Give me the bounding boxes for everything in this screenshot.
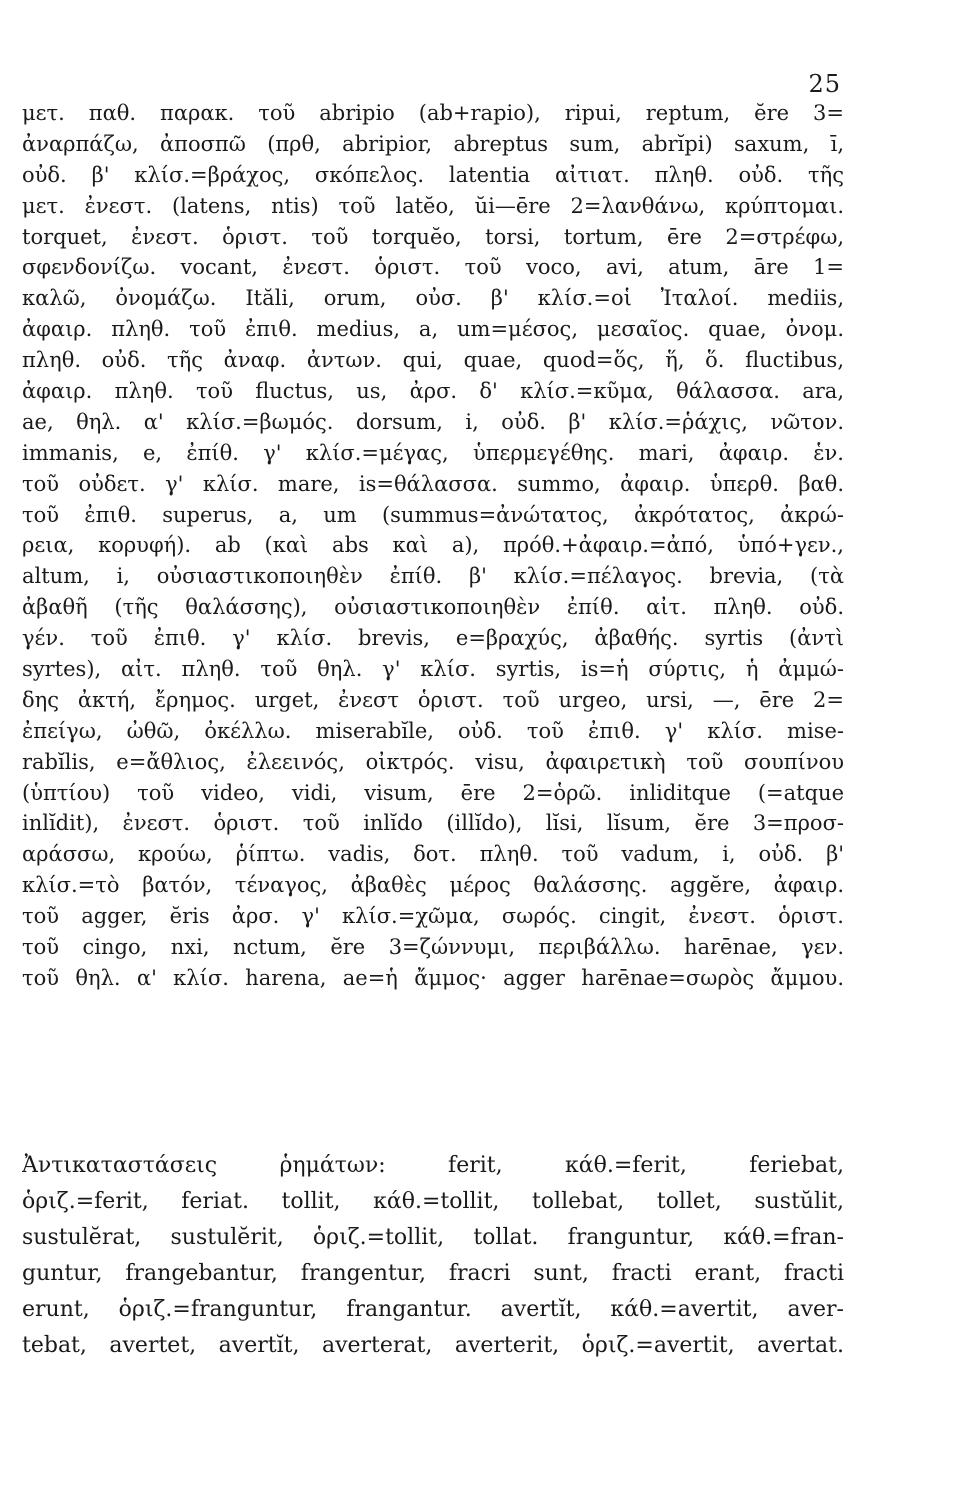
text-line: guntur, frangebantur, frangentur, fracri sunt, fracti erant, fracti (22, 1261, 844, 1286)
text-line: torquet, ἐνεστ. ὁριστ. τοῦ torquĕo, torsi, tortum, ēre 2=στρέφω, (22, 224, 844, 249)
text-line: δης ἀκτή, ἔρημος. urget, ἐνεστ ὁριστ. τοῦ urgeo, ursi, —, ēre 2= (22, 687, 844, 712)
text-line: ὁριζ.=ferit, feriat. tollit, κάθ.=tollit, tollebat, tollet, sustŭlit, (22, 1189, 844, 1214)
text-line: κλίσ.=τὸ βατόν, τέναγος, ἀβαθὲς μέρος θαλάσσης. aggĕre, ἀφαιρ. (22, 873, 844, 898)
text-line: οὐδ. β' κλίσ.=βράχος, σκόπελος. latentia αἰτιατ. πληθ. οὐδ. τῆς (22, 162, 844, 187)
text-line: ἐπείγω, ὠθῶ, ὀκέλλω. miserabĭle, οὐδ. τοῦ ἐπιθ. γ' κλίσ. mise- (22, 718, 844, 743)
text-line: μετ. παθ. παρακ. τοῦ abripio (ab+rapio), ripui, reptum, ĕre 3= (22, 101, 844, 125)
text-line: inlĭdit), ἐνεστ. ὁριστ. τοῦ inlĭdo (illĭdo), lĭsi, lĭsum, ĕre 3=προσ- (22, 811, 844, 836)
vocabulary-paragraph (22, 98, 844, 994)
text-line: altum, i, οὐσιαστικοποιηθὲν ἐπίθ. β' κλίσ.=πέλαγος. brevia, (τὰ (22, 564, 844, 589)
text-line: τοῦ ἐπιθ. superus, a, um (summus=ἀνώτατος, ἀκρότατος, ἀκρώ- (22, 502, 844, 527)
text-line: μετ. ἐνεστ. (latens, ntis) τοῦ latĕo, ŭi—ēre 2=λανθάνω, κρύπτομαι. (22, 193, 844, 218)
text-line: καλῶ, ὀνομάζω. Ităli, orum, οὐσ. β' κλίσ.=οἱ Ἰταλοί. mediis, (22, 286, 844, 311)
text-line: sustulĕrat, sustulĕrit, ὁριζ.=tollit, tollat. franguntur, κάθ.=fran- (22, 1225, 844, 1250)
text-line: τοῦ cingo, nxi, nctum, ĕre 3=ζώννυμι, περιβάλλω. harēnae, γεν. (22, 935, 844, 960)
text-line: ἀναρπάζω, ἀποσπῶ (πρθ, abripior, abreptus sum, abrĭpi) saxum, ī, (22, 131, 844, 156)
text-line: γέν. τοῦ ἐπιθ. γ' κλίσ. brevis, e=βραχύς, ἀβαθής. syrtis (ἀντὶ (22, 626, 844, 651)
text-line: τοῦ οὐδετ. γ' κλίσ. mare, is=θάλασσα. summo, ἀφαιρ. ὑπερθ. βαθ. (22, 471, 844, 496)
text-line: ἀβαθῆ (τῆς θαλάσσης), οὐσιαστικοποιηθὲν ἐπίθ. αἰτ. πληθ. οὐδ. (22, 595, 844, 620)
text-line: erunt, ὁριζ.=franguntur, frangantur. avertĭt, κάθ.=avertit, aver- (22, 1297, 844, 1322)
text-line: ρεια, κορυφή). ab (καὶ abs καὶ a), πρόθ.+ἀφαιρ.=ἀπό, ὑπό+γεν., (22, 533, 844, 558)
text-line: rabĭlis, e=ἄθλιος, ἐλεεινός, οἰκτρός. visu, ἀφαιρετικὴ τοῦ σουπίνου (22, 749, 844, 774)
text-line: αράσσω, κρούω, ῥίπτω. vadis, δοτ. πληθ. τοῦ vadum, i, οὐδ. β' (22, 842, 844, 867)
text-line: tebat, avertet, avertĭt, averterat, averterit, ὁριζ.=avertit, avertat. (22, 1333, 844, 1358)
text-line: τοῦ agger, ĕris ἀρσ. γ' κλίσ.=χῶμα, σωρός. cingit, ἐνεστ. ὁριστ. (22, 904, 844, 929)
text-line: immanis, e, ἐπίθ. γ' κλίσ.=μέγας, ὑπερμεγέθης. mari, ἀφαιρ. ἑν. (22, 440, 844, 465)
page-number: 25 (808, 70, 841, 98)
text-line: ἀφαιρ. πληθ. τοῦ fluctus, us, ἀρσ. δ' κλίσ.=κῦμα, θάλασσα. ara, (22, 379, 844, 404)
text-line: ἀφαιρ. πληθ. τοῦ ἐπιθ. medius, a, um=μέσος, μεσαῖος. quae, ὀνομ. (22, 317, 844, 342)
verb-substitutions-paragraph (22, 1148, 844, 1364)
text-line: (ὑπτίου) τοῦ video, vidi, visum, ēre 2=ὁρῶ. inliditque (=atque (22, 780, 844, 805)
text-line: ae, θηλ. α' κλίσ.=βωμός. dorsum, i, οὐδ. β' κλίσ.=ῥάχις, νῶτον. (22, 409, 844, 434)
text-line: πληθ. οὐδ. τῆς ἀναφ. ἀντων. qui, quae, quod=ὅς, ἥ, ὅ. fluctibus, (22, 348, 844, 373)
text-line: σφενδονίζω. vocant, ἐνεστ. ὁριστ. τοῦ voco, avi, atum, āre 1= (22, 255, 844, 280)
text-line: τοῦ θηλ. α' κλίσ. harena, ae=ἡ ἄμμος· agger harēnae=σωρὸς ἄμμου. (22, 965, 844, 990)
text-line: syrtes), αἰτ. πληθ. τοῦ θηλ. γ' κλίσ. syrtis, is=ἡ σύρτις, ἡ ἀμμώ- (22, 657, 844, 682)
text-line: Ἀντικαταστάσεις ῥημάτων: ferit, κάθ.=ferit, feriebat, (22, 1153, 844, 1178)
